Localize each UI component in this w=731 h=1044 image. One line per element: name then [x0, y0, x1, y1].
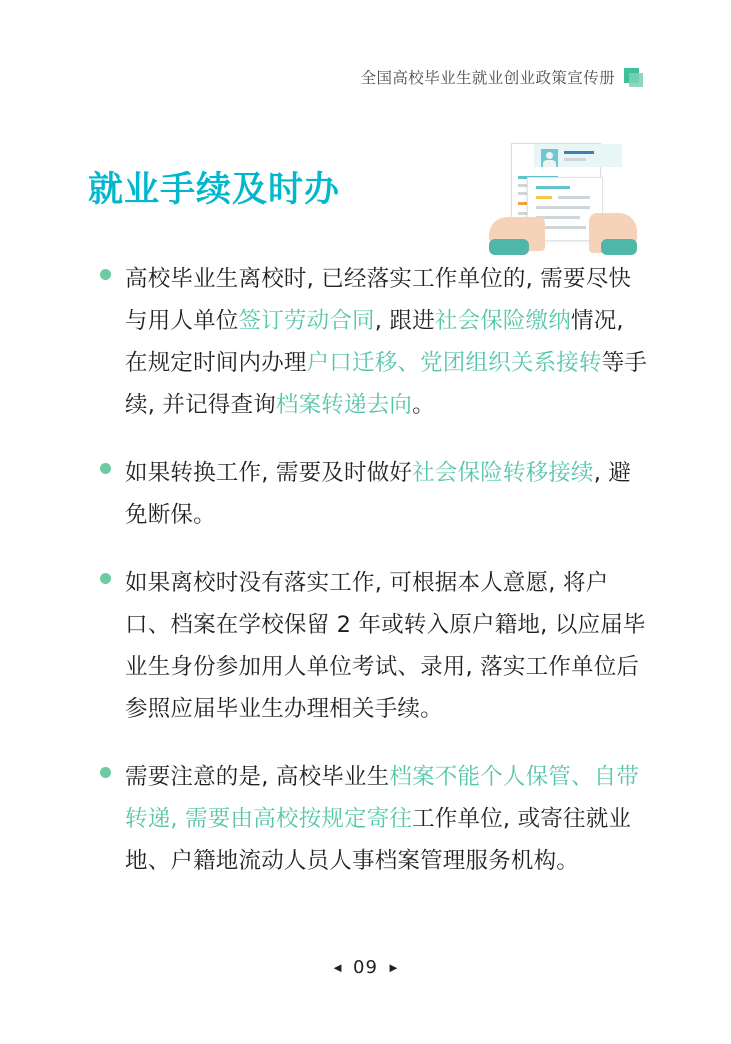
hands-holding-resume-illustration: [489, 143, 637, 255]
list-item: [100, 562, 652, 730]
highlight-segment: 社会保险转移接续: [412, 460, 594, 486]
text-segment: 如果离校时没有落实工作, 可根据本人意愿, 将户口、档案在学校保留 2 年或转入原户籍地, 以应届毕业生身份参加用人单位考试、录用, 落实工作单位后参照应届毕业生办理相关手续。: [125, 570, 646, 722]
highlight-segment: 户口迁移、党团组织关系接转: [306, 350, 602, 376]
page-number: 09: [353, 957, 378, 978]
text-segment: 情况, 在规定时间内办理: [125, 308, 624, 376]
highlight-segment: 社会保险缴纳: [434, 308, 572, 334]
square-logo-icon: [624, 68, 643, 87]
text-segment: 工作单位, 或寄往就业地、户籍地流动人员人事档案管理服务机构。: [125, 806, 632, 874]
list-item: [100, 756, 652, 882]
bullet-dot-icon: [100, 767, 111, 778]
highlight-segment: 档案不能个人保管、自带转递, 需要由高校按规定寄往: [125, 764, 640, 832]
bullet-dot-icon: [100, 463, 111, 474]
text-segment: , 跟进: [374, 308, 435, 334]
triangle-left-icon[interactable]: ◄: [331, 960, 345, 975]
page-header: [361, 66, 643, 88]
list-item-text: [125, 258, 652, 426]
text-segment: 如果转换工作, 需要及时做好: [125, 460, 413, 486]
triangle-right-icon[interactable]: ►: [386, 960, 400, 975]
text-segment: 高校毕业生离校时, 已经落实工作单位的, 需要尽快与用人单位: [125, 266, 632, 334]
text-segment: 等手续, 并记得查询: [125, 350, 648, 418]
list-item-text: [125, 562, 652, 730]
bullet-list: [100, 258, 652, 908]
list-item-text: [125, 756, 652, 882]
page-footer: [0, 957, 731, 978]
highlight-segment: 签订劳动合同: [238, 308, 375, 334]
list-item: [100, 258, 652, 426]
text-segment: , 避免断保。: [125, 460, 632, 528]
page-title: 就业手续及时办: [88, 170, 341, 211]
bullet-dot-icon: [100, 269, 111, 280]
highlight-segment: 档案转递去向: [275, 392, 413, 418]
bullet-dot-icon: [100, 573, 111, 584]
list-item-text: [125, 452, 652, 536]
text-segment: 需要注意的是, 高校毕业生: [125, 764, 390, 790]
text-segment: 。: [412, 392, 435, 418]
booklet-title: 全国高校毕业生就业创业政策宣传册: [360, 70, 615, 87]
list-item: [100, 452, 652, 536]
